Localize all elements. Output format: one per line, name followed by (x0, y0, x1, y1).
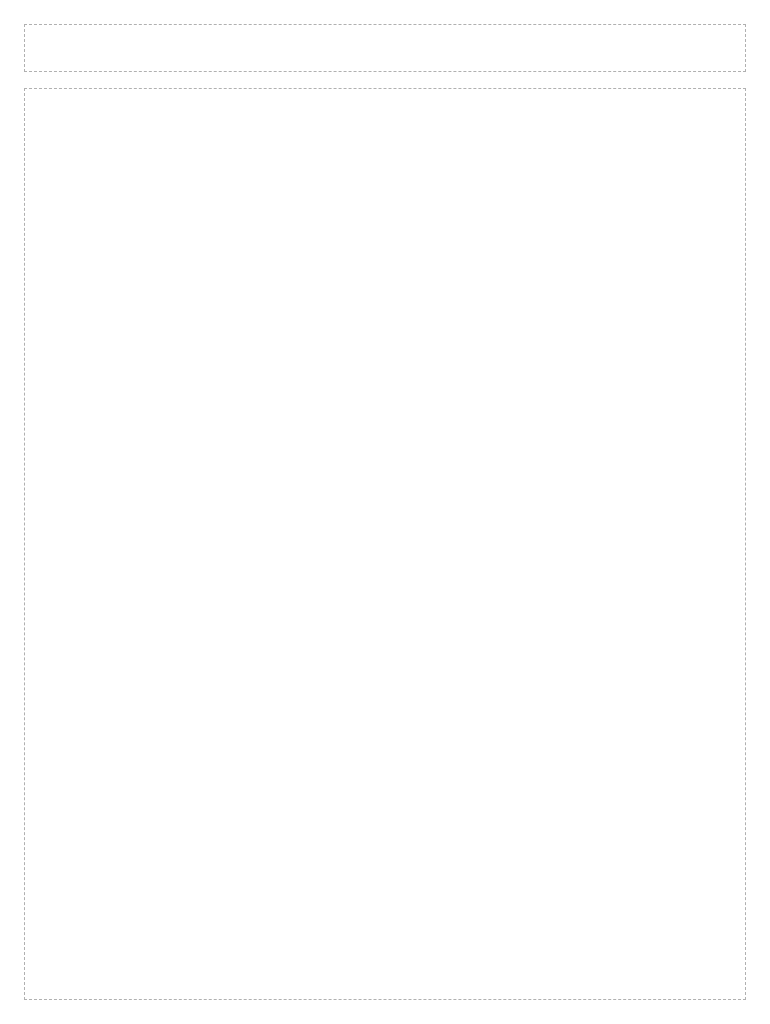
content-area (24, 88, 746, 1000)
page-header (24, 24, 746, 72)
